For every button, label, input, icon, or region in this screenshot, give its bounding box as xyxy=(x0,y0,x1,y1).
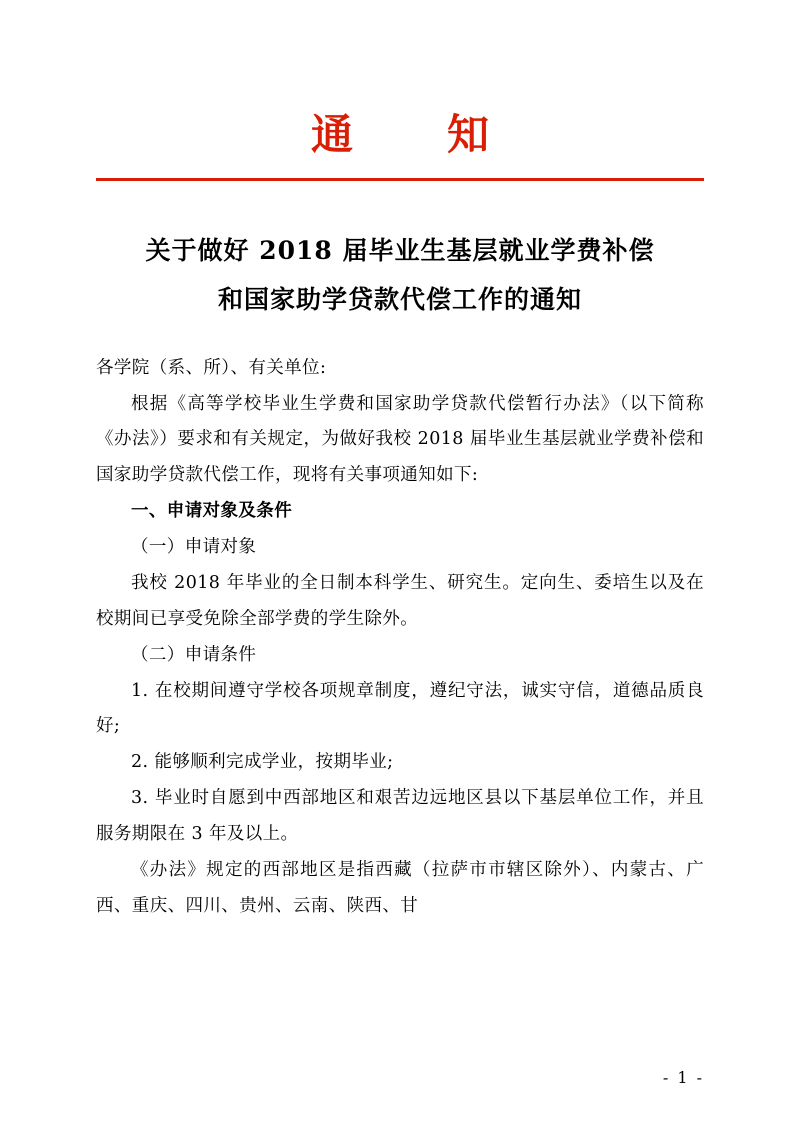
masthead-title: 通 知 xyxy=(310,110,515,159)
subsection-heading-2: （二）申请条件 xyxy=(131,644,257,665)
paragraph-intro: 根据《高等学校毕业生学费和国家助学贷款代偿暂行办法》（以下简称《办法》）要求和有关规定，为做好我校 2018 届毕业生基层就业学费补偿和国家助学贷款代偿工作，现将有关事项通知如下: xyxy=(96,393,704,486)
paragraph-salutation: 各学院（系、所）、有关单位: xyxy=(96,357,327,378)
document-title-line-2: 和国家助学贷款代偿工作的通知 xyxy=(217,284,582,314)
paragraph-western-regions: 《办法》规定的西部地区是指西藏（拉萨市市辖区除外）、内蒙古、广西、重庆、四川、贵州、云南、陕西、甘 xyxy=(96,859,704,916)
paragraph-condition-3: 3. 毕业时自愿到中西部地区和艰苦边远地区县以下基层单位工作，并且服务期限在 3 年及以上。 xyxy=(96,788,704,845)
paragraph-applicants: 我校 2018 年毕业的全日制本科学生、研究生。定向生、委培生以及在校期间已享受免除全部学费的学生除外。 xyxy=(96,572,704,629)
document-body xyxy=(96,351,704,925)
subsection-heading-1: （一）申请对象 xyxy=(131,537,257,558)
page-number: - 1 - xyxy=(662,1068,704,1087)
masthead xyxy=(96,0,704,181)
masthead-divider xyxy=(96,178,704,181)
section-heading-1: 一、申请对象及条件 xyxy=(131,501,293,522)
paragraph-condition-2: 2. 能够顺利完成学业，按期毕业; xyxy=(131,752,394,773)
document-title xyxy=(96,227,704,325)
document-title-line-1: 关于做好 2018 届毕业生基层就业学费补偿 xyxy=(145,236,655,266)
paragraph-condition-1: 1. 在校期间遵守学校各项规章制度，遵纪守法，诚实守信，道德品质良好; xyxy=(96,680,704,737)
